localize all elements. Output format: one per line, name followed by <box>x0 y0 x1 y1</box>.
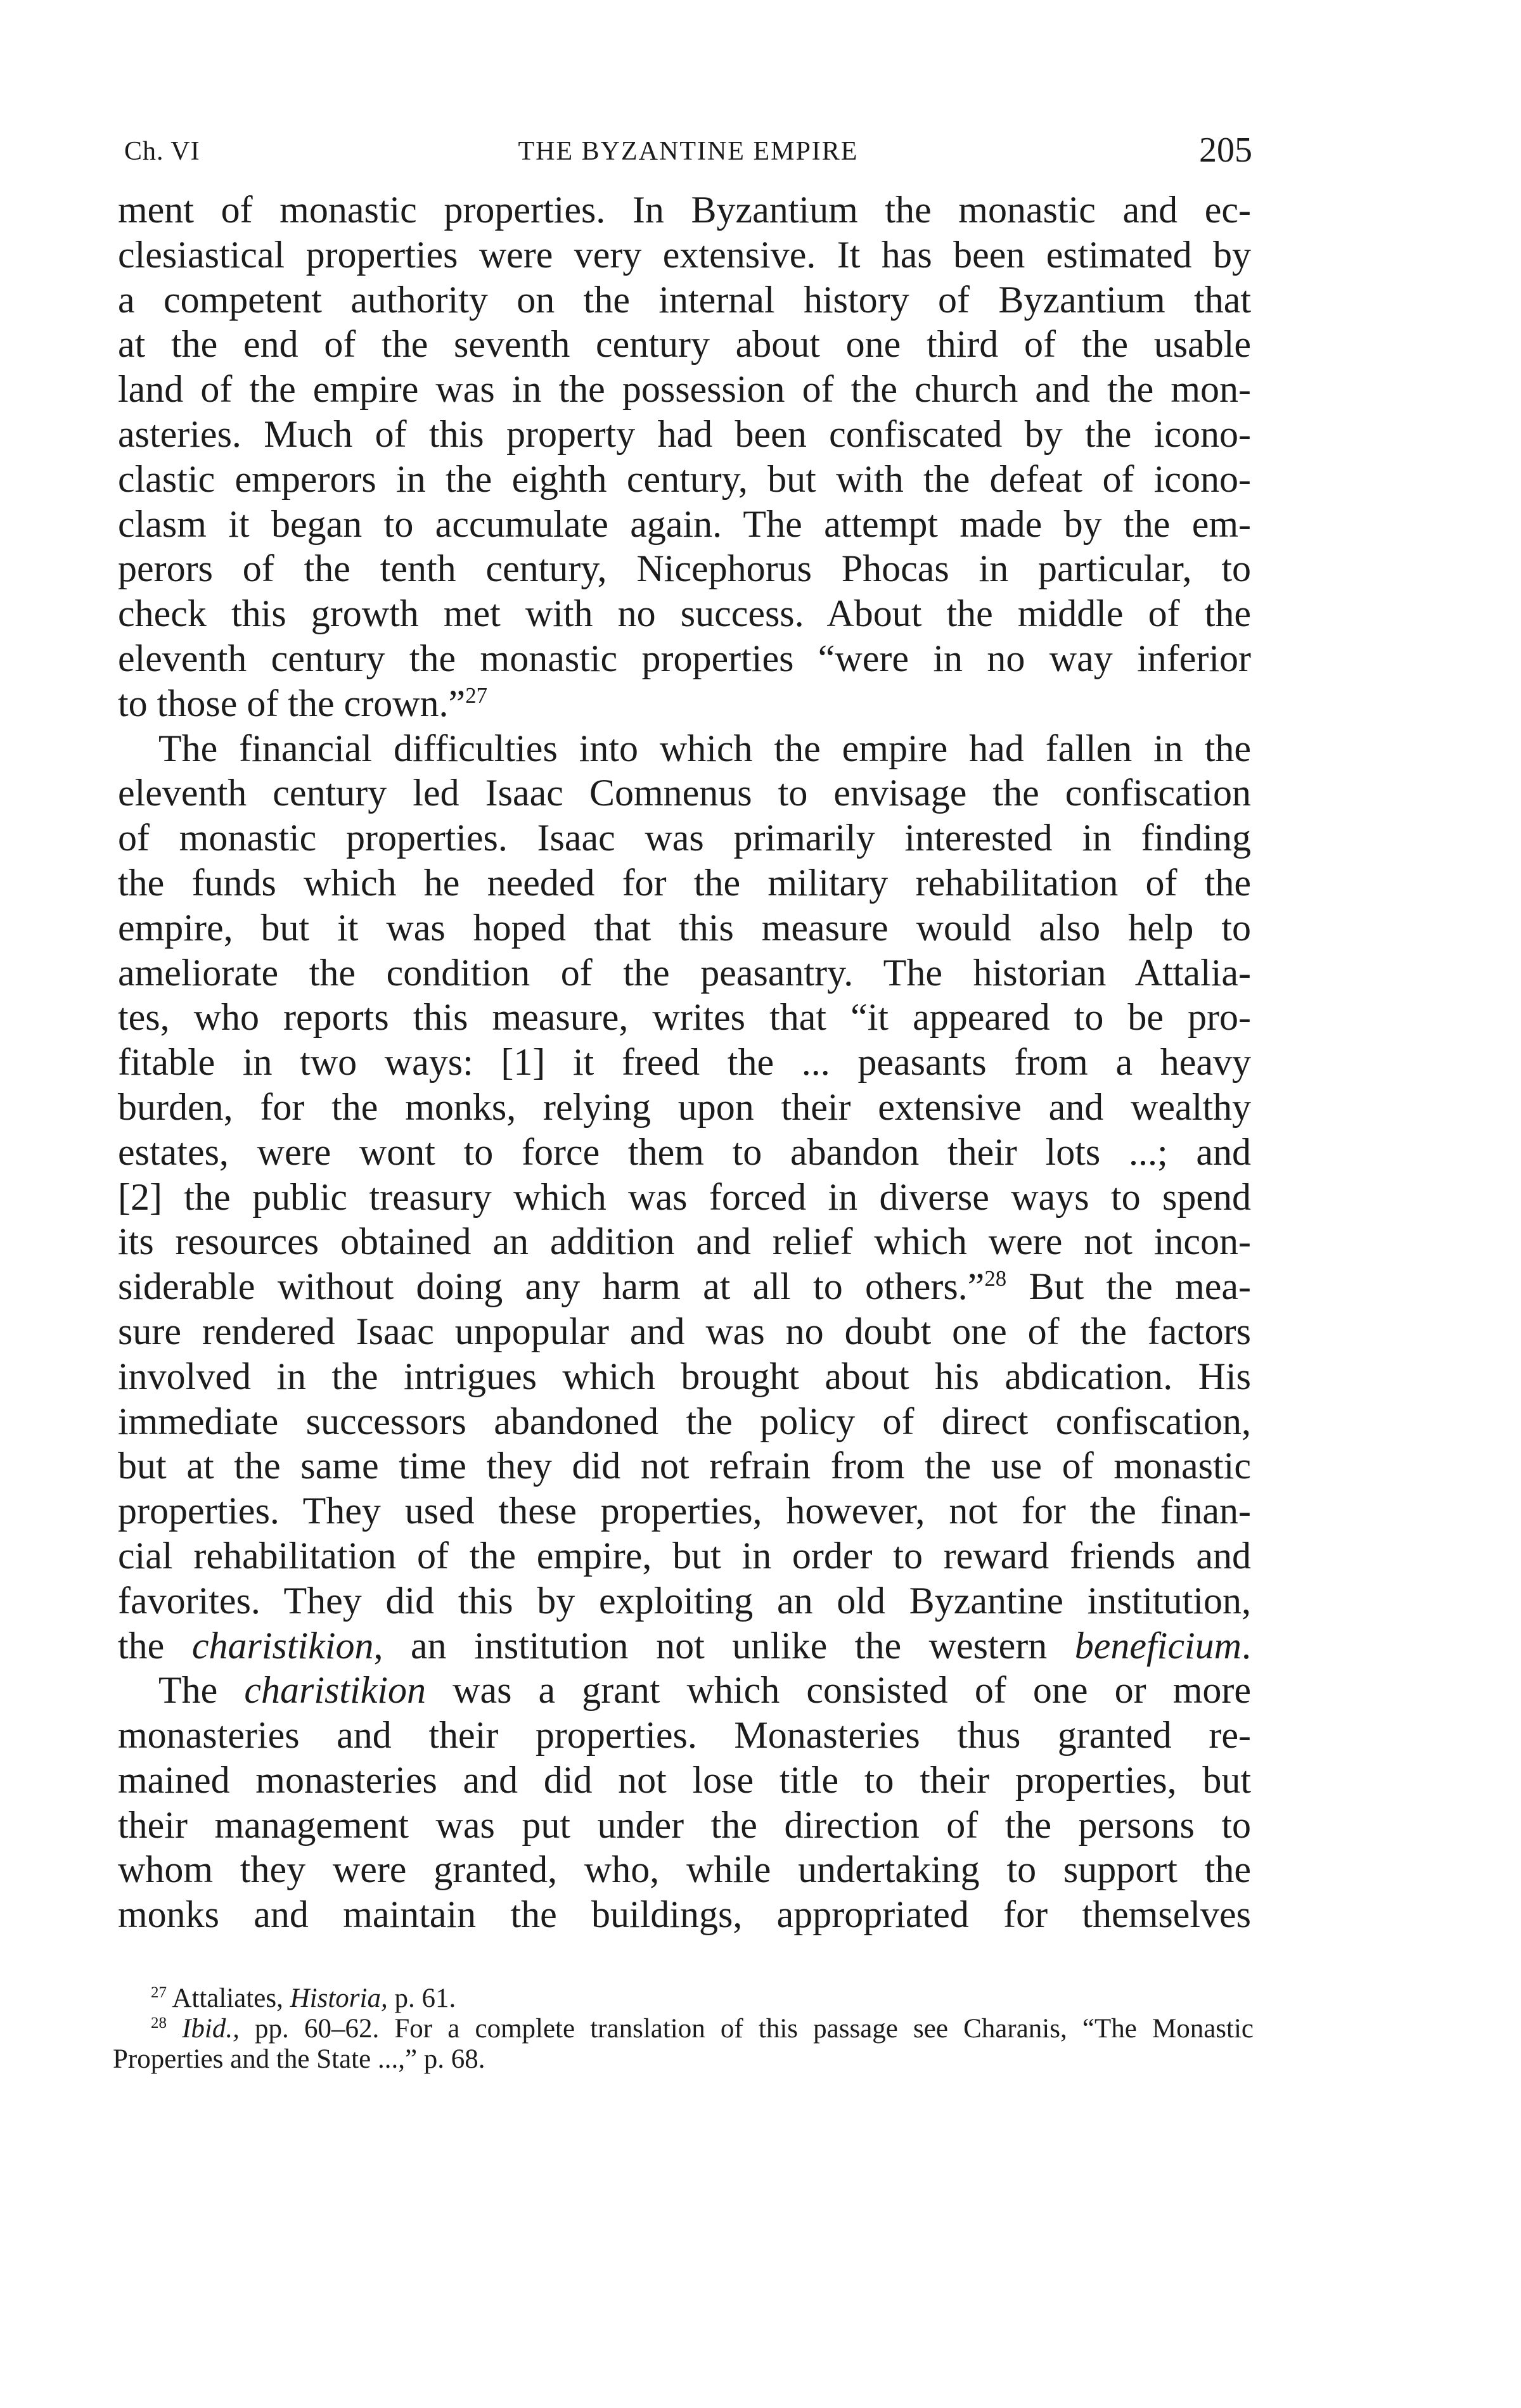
footnote-28-continued: Properties and the State ...,” p. 68. <box>113 2044 485 2074</box>
text-line <box>118 1668 1251 1713</box>
footnote-ref-27[interactable]: 27 <box>465 682 487 708</box>
text-line: empire, but it was hoped that this measure would also help to <box>118 906 1251 949</box>
footnote-28 <box>113 2014 1254 2044</box>
text-segment: the <box>118 1624 192 1667</box>
text-segment: siderable without doing any harm at all to others.” <box>118 1265 985 1308</box>
footnotes <box>113 1983 1254 2075</box>
footnote-text: p. 61. <box>387 1983 456 2013</box>
text-segment: . <box>1241 1624 1251 1667</box>
text-segment: , an institution not unlike the western <box>373 1624 1075 1667</box>
running-title: THE BYZANTINE EMPIRE <box>518 137 859 166</box>
text-line: eleventh century led Isaac Comnenus to envisage the confiscation <box>118 772 1251 814</box>
text-line: monks and maintain the buildings, appropriated for themselves <box>118 1893 1251 1936</box>
footnote-text: pp. 60–62. For a complete translation of this passage see Charanis, “The Monastic <box>239 2014 1254 2044</box>
text-line: sure rendered Isaac unpopular and was no doubt one of the factors <box>118 1310 1251 1352</box>
text-line: whom they were granted, who, while undertaking to support the <box>118 1848 1251 1891</box>
footnote-text: Attaliates, <box>166 1983 290 2013</box>
text-line: [2] the public treasury which was forced in diverse ways to spend <box>118 1175 1251 1218</box>
text-line: favorites. They did this by exploiting an old Byzantine institution, <box>118 1579 1251 1622</box>
footnote-ref-28[interactable]: 28 <box>984 1266 1007 1291</box>
text-line: properties. They used these properties, however, not for the finan- <box>118 1490 1251 1532</box>
text-line: monasteries and their properties. Monasteries thus granted re- <box>118 1714 1251 1757</box>
text-line: their management was put under the direction of the persons to <box>118 1803 1251 1846</box>
text-line: eleventh century the monastic properties “were in no way inferior <box>118 637 1251 679</box>
chapter-label: Ch. VI <box>124 137 200 166</box>
text-line: cial rehabilitation of the empire, but in order to reward friends and <box>118 1534 1251 1577</box>
footnote-number: 27 <box>151 1984 167 2002</box>
text-line: ameliorate the condition of the peasantry. The historian Attalia- <box>118 951 1251 994</box>
text-segment: to those of the crown.” <box>118 682 466 724</box>
text-line: ment of monastic properties. In Byzantium the monastic and ec- <box>118 189 1251 231</box>
text-segment: The <box>158 1669 245 1712</box>
footnote-number: 28 <box>151 2014 167 2032</box>
text-line: perors of the tenth century, Nicephorus Phocas in particular, to <box>118 548 1251 590</box>
text-line: at the end of the seventh century about one third of the usable <box>118 323 1251 366</box>
text-line: clesiastical properties were very extensive. It has been estimated by <box>118 233 1251 276</box>
italic-term: charistikion <box>191 1624 374 1667</box>
text-line: fitable in two ways: [1] it freed the ... peasants from a heavy <box>118 1041 1251 1084</box>
text-line: but at the same time they did not refrain from the use of monastic <box>118 1445 1251 1487</box>
text-line: clasm it began to accumulate again. The attempt made by the em- <box>118 503 1251 545</box>
footnote-27 <box>113 1983 1254 2014</box>
text-line: of monastic properties. Isaac was primarily interested in finding <box>118 817 1251 859</box>
text-line: the funds which he needed for the military rehabilitation of the <box>118 861 1251 904</box>
text-line: its resources obtained an addition and relief which were not incon- <box>118 1220 1251 1263</box>
text-line <box>118 1623 1251 1668</box>
text-line: check this growth met with no success. About the middle of the <box>118 592 1251 635</box>
footnote-italic: Ibid., <box>166 2014 240 2044</box>
text-segment: was a grant which consisted of one or more <box>426 1669 1252 1712</box>
italic-term: charistikion <box>244 1669 427 1712</box>
italic-term: beneficium <box>1074 1624 1242 1667</box>
text-line <box>118 681 1251 726</box>
text-line: a competent authority on the internal history of Byzantium that <box>118 278 1251 321</box>
text-line: tes, who reports this measure, writes that “it appeared to be pro- <box>118 996 1251 1039</box>
text-line: burden, for the monks, relying upon their extensive and wealthy <box>118 1086 1251 1128</box>
text-line <box>118 1264 1251 1309</box>
text-line: estates, were wont to force them to abandon their lots ...; and <box>118 1130 1251 1173</box>
text-line: involved in the intrigues which brought about his abdication. His <box>118 1355 1251 1397</box>
text-line: asteries. Much of this property had been confiscated by the icono- <box>118 413 1251 455</box>
text-line: clastic emperors in the eighth century, but with the defeat of icono- <box>118 458 1251 500</box>
text-line: The financial difficulties into which the empire had fallen in the <box>158 727 1251 769</box>
page-number: 205 <box>1199 131 1252 170</box>
main-text <box>118 188 1251 1937</box>
text-line: mained monasteries and did not lose title to their properties, but <box>118 1758 1251 1801</box>
running-head <box>124 130 1252 174</box>
text-segment: But the mea- <box>1006 1265 1251 1308</box>
text-line: immediate successors abandoned the policy of direct confiscation, <box>118 1400 1251 1442</box>
footnote-italic: Historia, <box>290 1983 388 2013</box>
text-line: land of the empire was in the possession of the church and the mon- <box>118 368 1251 411</box>
